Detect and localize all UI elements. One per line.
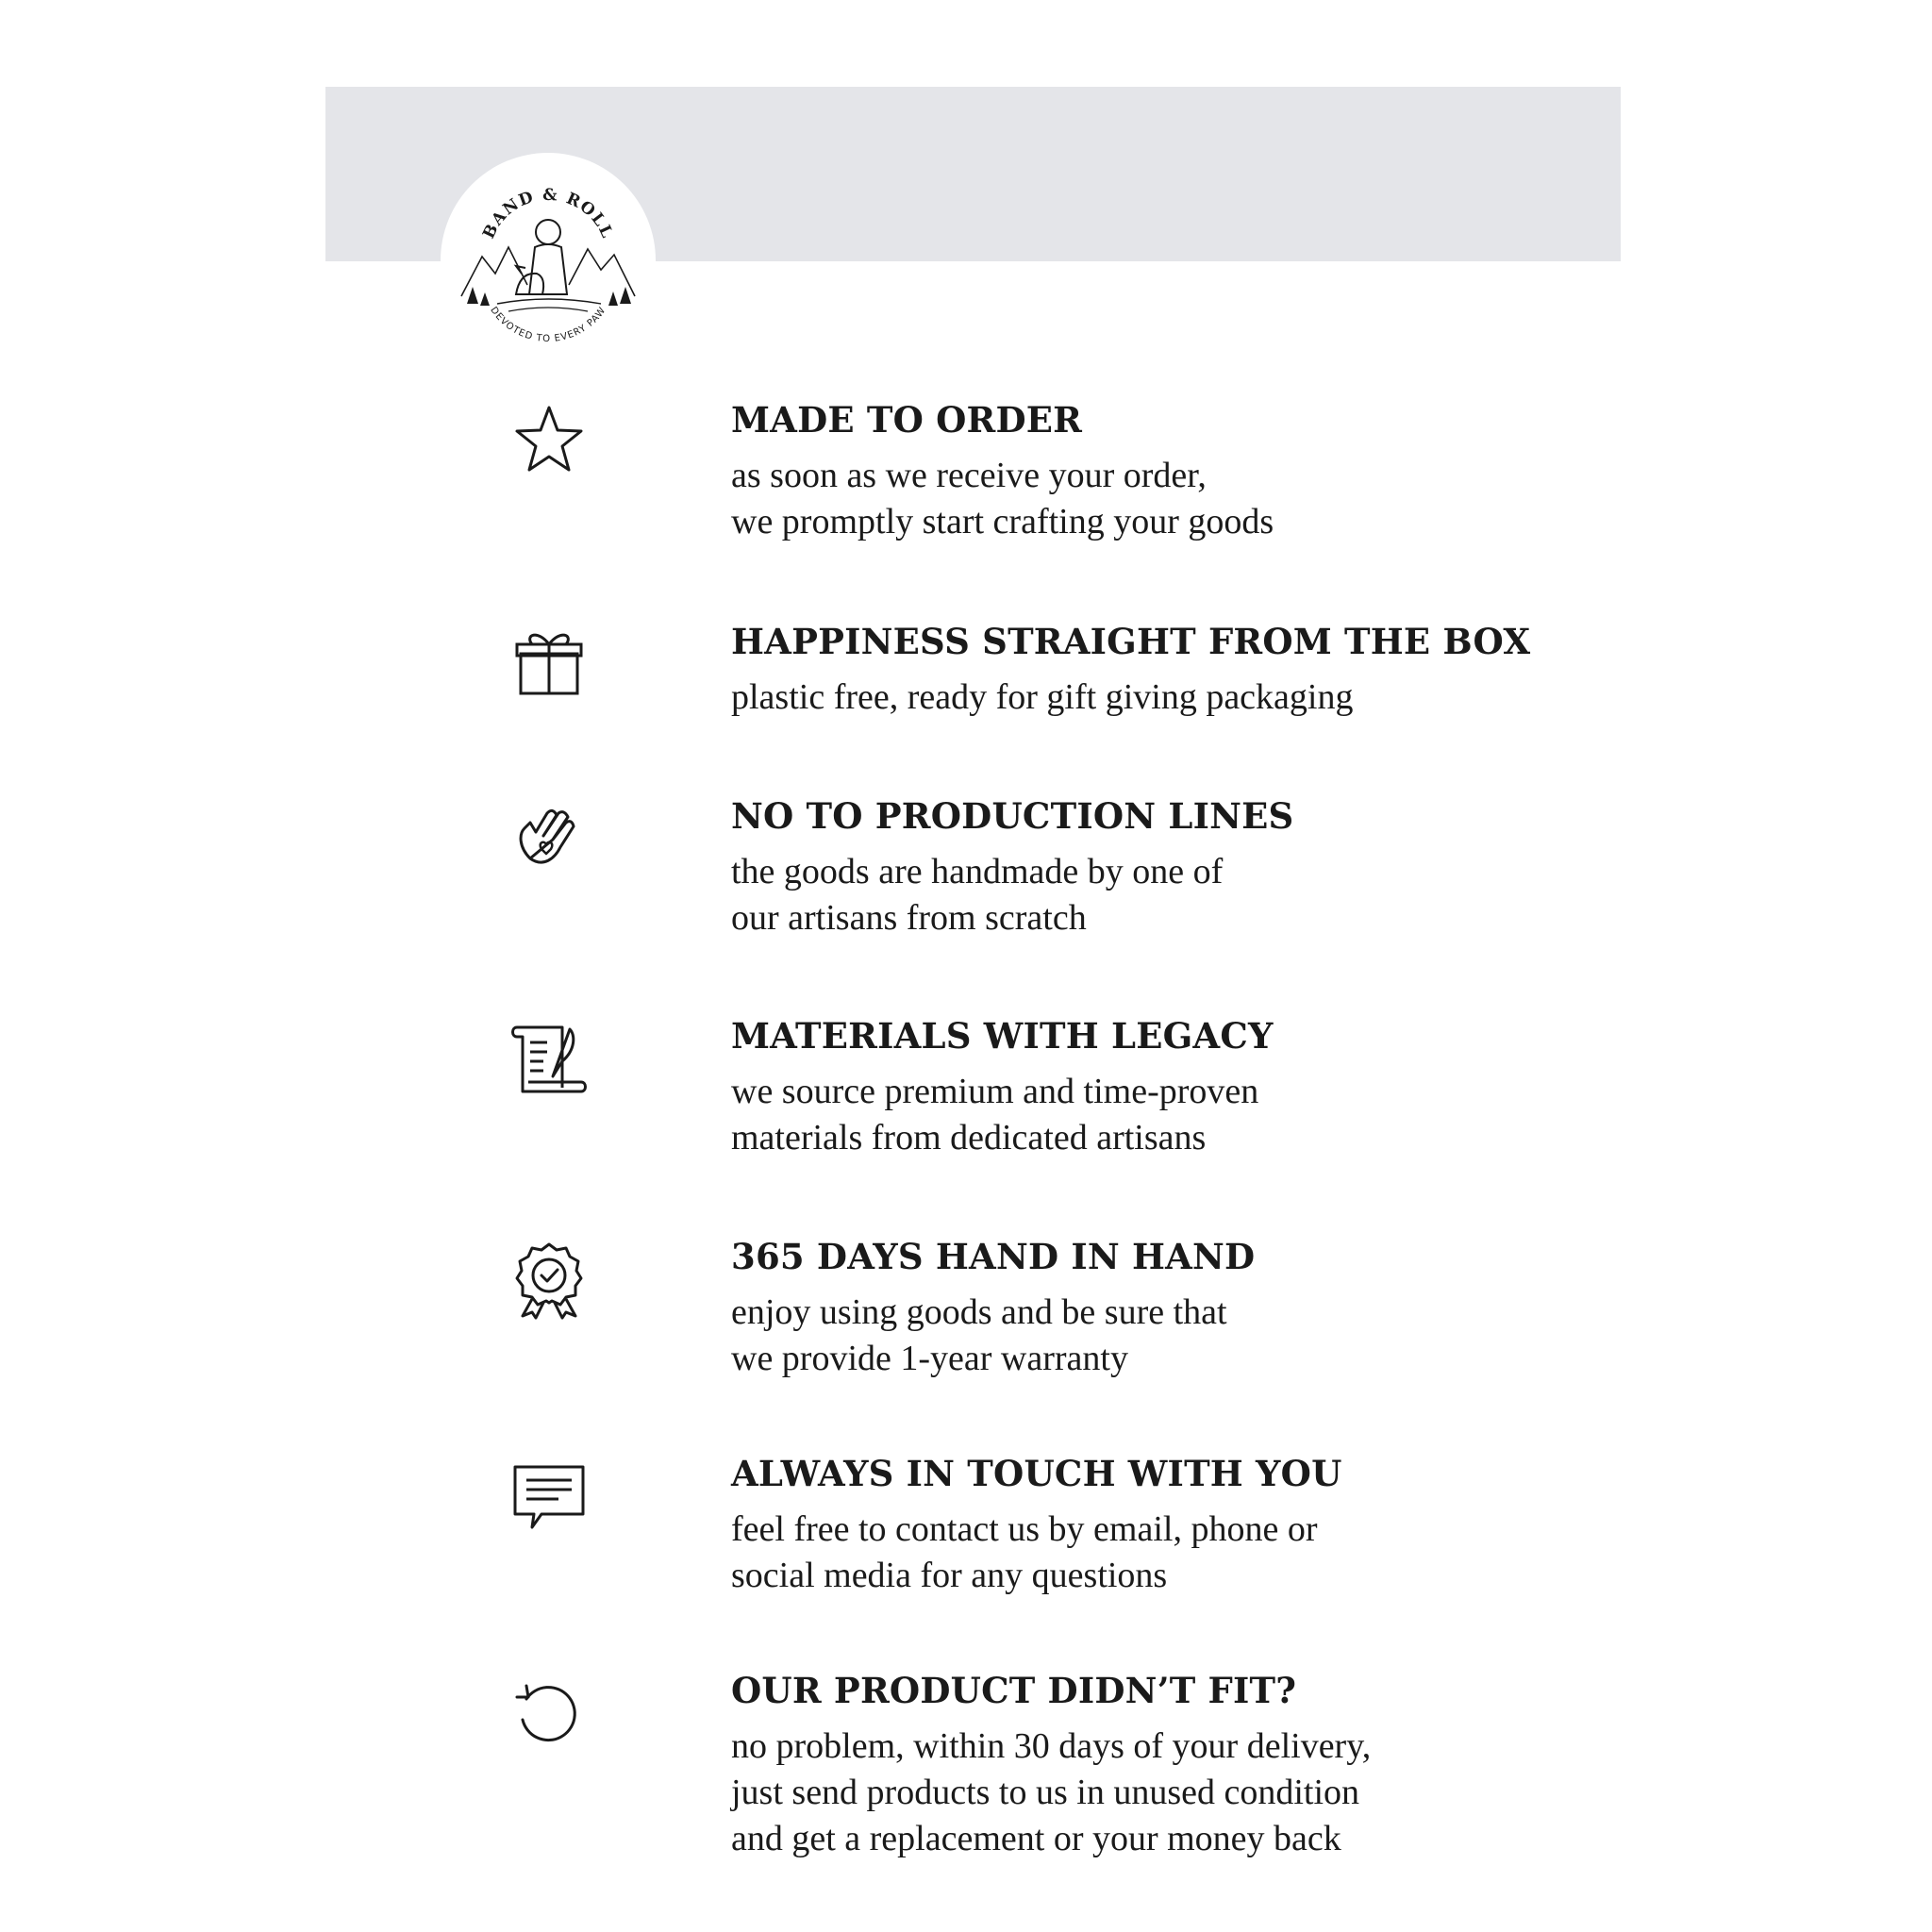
feature-title: MATERIALS WITH LEGACY xyxy=(731,1015,1274,1057)
feature-description-line: just send products to us in unused condition xyxy=(731,1773,1360,1812)
feature-description-line: as soon as we receive your order, xyxy=(731,456,1207,495)
scroll-quill-icon xyxy=(509,1022,589,1101)
hand-heart-icon xyxy=(509,800,589,879)
feature-description-line: our artisans from scratch xyxy=(731,898,1087,938)
chat-icon xyxy=(509,1459,589,1539)
feature-description-line: enjoy using goods and be sure that xyxy=(731,1292,1227,1332)
return-arrow-icon xyxy=(509,1676,589,1756)
feature-title: MADE TO ORDER xyxy=(731,399,1083,441)
feature-description xyxy=(731,453,1274,545)
feature-title: HAPPINESS STRAIGHT FROM THE BOX xyxy=(731,621,1531,662)
feature-description xyxy=(731,675,1353,721)
feature-description xyxy=(731,1507,1317,1599)
brand-logo xyxy=(441,153,656,368)
feature-title: 365 DAYS HAND IN HAND xyxy=(731,1236,1256,1277)
feature-title: NO TO PRODUCTION LINES xyxy=(731,795,1294,837)
star-icon xyxy=(509,400,589,479)
gift-icon xyxy=(509,622,589,701)
feature-description-line: the goods are handmade by one of xyxy=(731,852,1224,891)
svg-text:DEVOTED TO EVERY PAW xyxy=(488,305,608,344)
feature-title: OUR PRODUCT DIDN’T FIT? xyxy=(731,1670,1297,1711)
feature-description-line: no problem, within 30 days of your delivery, xyxy=(731,1726,1372,1766)
feature-title: ALWAYS IN TOUCH WITH YOU xyxy=(731,1453,1342,1494)
svg-text:BAND & ROLL xyxy=(479,186,617,242)
feature-description-line: and get a replacement or your money back xyxy=(731,1819,1341,1858)
feature-description-line: we promptly start crafting your goods xyxy=(731,502,1274,541)
brand-logo-emblem xyxy=(441,153,656,368)
feature-description-line: we provide 1-year warranty xyxy=(731,1339,1128,1378)
feature-description-line: materials from dedicated artisans xyxy=(731,1118,1207,1158)
feature-description-line: social media for any questions xyxy=(731,1556,1168,1595)
feature-description-line: we source premium and time-proven xyxy=(731,1072,1259,1111)
feature-description xyxy=(731,849,1223,941)
badge-check-icon xyxy=(509,1241,589,1320)
feature-description xyxy=(731,1290,1227,1382)
feature-description-line: plastic free, ready for gift giving packaging xyxy=(731,677,1354,717)
feature-description xyxy=(731,1724,1371,1862)
brand-tagline: DEVOTED TO EVERY PAW xyxy=(488,305,608,345)
brand-name: BAND & ROLL xyxy=(479,185,617,242)
feature-description xyxy=(731,1069,1258,1161)
feature-description-line: feel free to contact us by email, phone or xyxy=(731,1509,1318,1549)
